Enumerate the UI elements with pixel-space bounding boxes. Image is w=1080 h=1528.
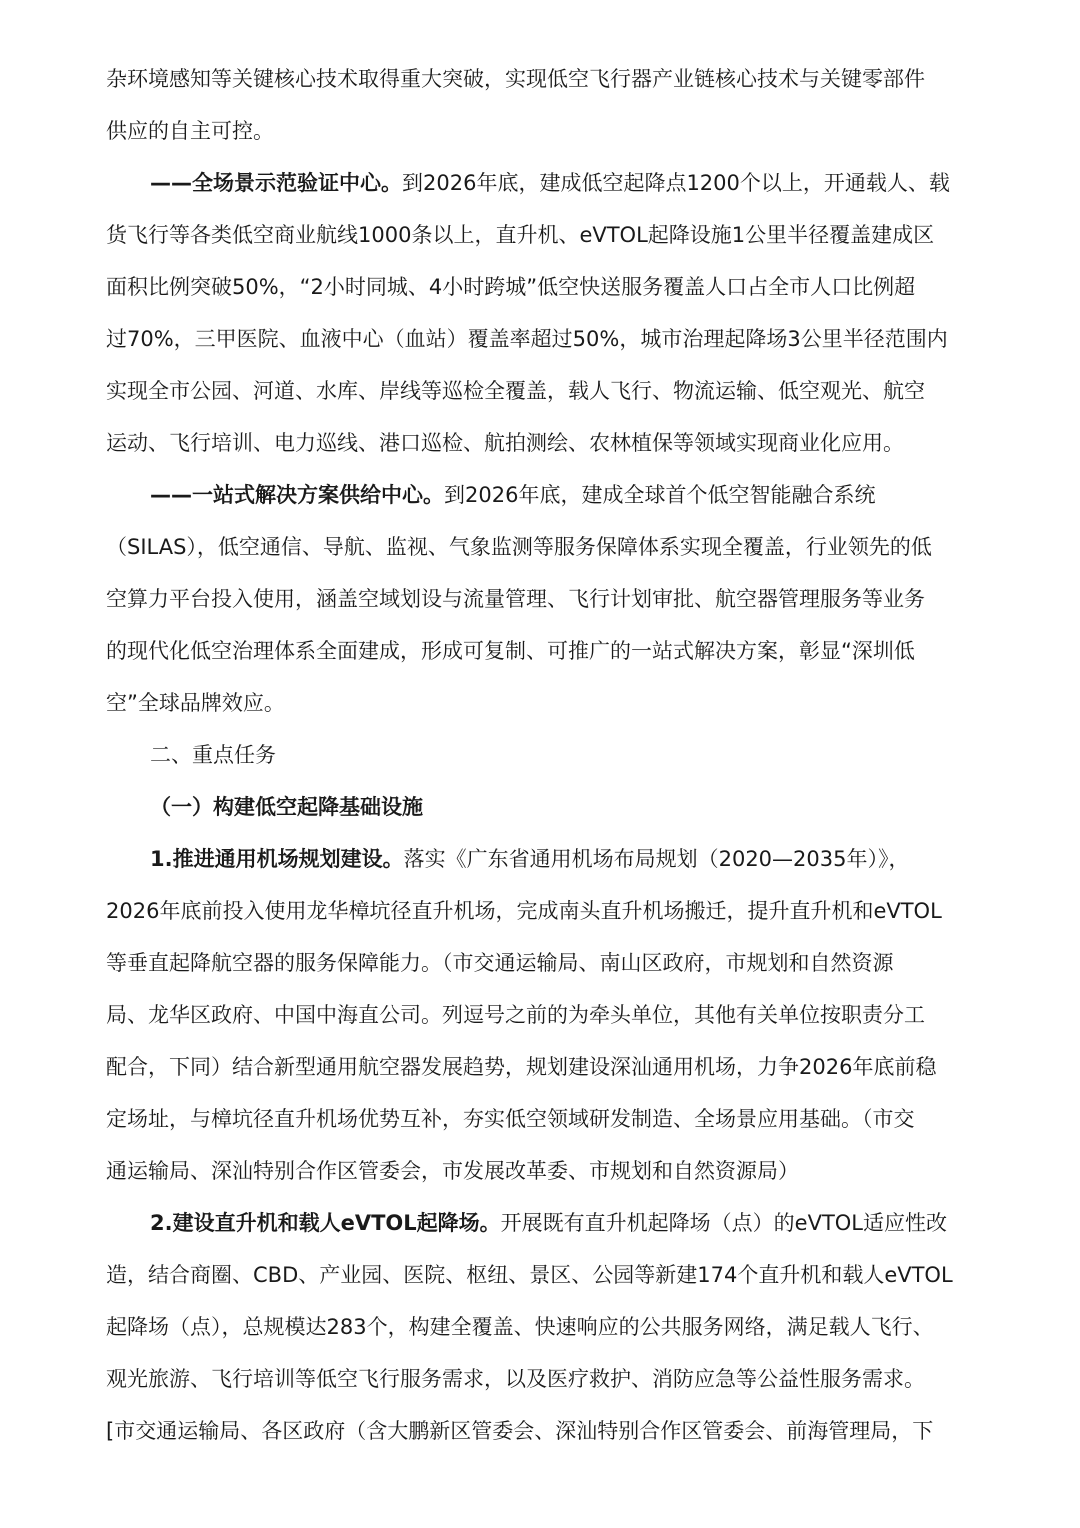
body-line: 的现代化低空治理体系全面建成，形成可复制、可推广的一站式解决方案，彰显“深圳低 [106,639,915,663]
body-line: 过70%，三甲医院、血液中心（血站）覆盖率超过50%，城市治理起降场3公里半径范围内 [106,327,948,351]
body-line: 供应的自主可控。 [106,119,274,143]
body-line: 运动、飞行培训、电力巡线、港口巡检、航拍测绘、农林植保等领域实现商业化应用。 [106,431,904,455]
body-line: 空”全球品牌效应。 [106,691,285,715]
body-line: 定场址，与樟坑径直升机场优势互补，夯实低空领域研发制造、全场景应用基础。（市交 [106,1107,915,1131]
paragraph-airport-planning [150,844,909,874]
heading-solution-center: ——一站式解决方案供给中心。 [150,483,444,507]
body-line: 货飞行等各类低空商业航线1000条以上，直升机、eVTOL起降设施1公里半径覆盖建成区 [106,223,935,247]
body-text: 到2026年底，建成全球首个低空智能融合系统 [444,483,876,507]
body-line: 通运输局、深汕特别合作区管委会，市发展改革委、市规划和自然资源局） [106,1159,799,1183]
heading-scenario-center: ——全场景示范验证中心。 [150,171,402,195]
paragraph-solution-center [150,480,875,510]
body-line: 实现全市公园、河道、水库、岸线等巡检全覆盖，载人飞行、物流运输、低空观光、航空 [106,379,925,403]
body-line: 面积比例突破50%，“2小时同城、4小时跨城”低空快送服务覆盖人口占全市人口比例超 [106,275,916,299]
heading-evtol-sites: 2.建设直升机和载人eVTOL起降场。 [150,1211,501,1235]
body-line: 观光旅游、飞行培训等低空飞行服务需求，以及医疗救护、消防应急等公益性服务需求。 [106,1367,925,1391]
paragraph-evtol-sites [150,1208,947,1238]
body-line: 局、龙华区政府、中国中海直公司。列逗号之前的为牵头单位，其他有关单位按职责分工 [106,1003,925,1027]
body-line: 等垂直起降航空器的服务保障能力。（市交通运输局、南山区政府，市规划和自然资源 [106,951,894,975]
body-line: 起降场（点），总规模达283个，构建全覆盖、快速响应的公共服务网络，满足载人飞行、 [106,1315,934,1339]
body-text: 开展既有直升机起降场（点）的eVTOL适应性改 [500,1211,947,1235]
subsection-heading: （一）构建低空起降基础设施 [150,795,423,819]
section-heading: 二、重点任务 [150,743,276,767]
paragraph-scenario-center [150,168,950,198]
body-line: 造，结合商圈、CBD、产业园、医院、枢纽、景区、公园等新建174个直升机和载人eVTOL [106,1263,953,1287]
body-line: 2026年底前投入使用龙华樟坑径直升机场，完成南头直升机场搬迁，提升直升机和eVTOL [106,899,942,923]
body-line: 空算力平台投入使用，涵盖空域划设与流量管理、飞行计划审批、航空器管理服务等业务 [106,587,925,611]
body-line: （SILAS），低空通信、导航、监视、气象监测等服务保障体系实现全覆盖，行业领先的低 [106,535,932,559]
heading-airport-planning: 1.推进通用机场规划建设。 [150,847,404,871]
body-text: 到2026年底，建成低空起降点1200个以上，开通载人、载 [402,171,950,195]
body-text: 落实《广东省通用机场布局规划（2020—2035年）》， [403,847,910,871]
body-line: [市交通运输局、各区政府（含大鹏新区管委会、深汕特别合作区管委会、前海管理局，下 [106,1419,934,1443]
body-line: 配合，下同）结合新型通用航空器发展趋势，规划建设深汕通用机场，力争2026年底前稳 [106,1055,937,1079]
body-line: 杂环境感知等关键核心技术取得重大突破，实现低空飞行器产业链核心技术与关键零部件 [106,67,925,91]
